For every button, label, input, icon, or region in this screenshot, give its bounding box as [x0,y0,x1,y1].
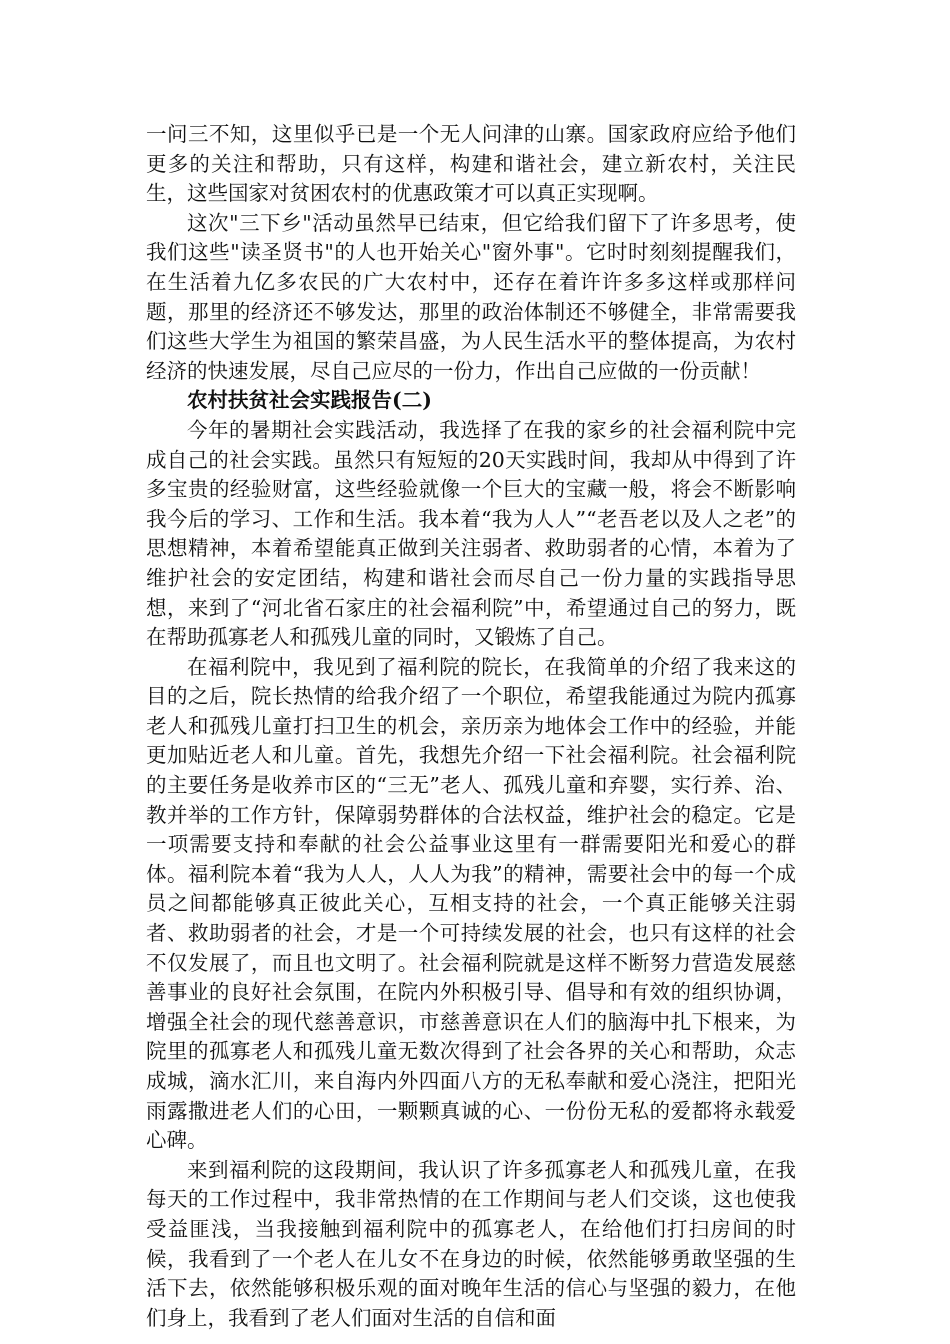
body-paragraph: 这次"三下乡"活动虽然早已结束，但它给我们留下了许多思考，使我们这些"读圣贤书"的人也开始关心"窗外事"。它时时刻刻提醒我们，在生活着九亿多农民的广大农村中，还存在着许许多多这样或那样问题，那里的经济还不够发达，那里的政治体制还不够健全，非常需要我们这些大学生为祖国的繁荣昌盛，为人民生活水平的整体提高，为农村经济的快速发展，尽自己应尽的一份力，作出自己应做的一份贡献！ [146,210,796,383]
body-paragraph: 今年的暑期社会实践活动，我选择了在我的家乡的社会福利院中完成自己的社会实践。虽然只有短短的20天实践时间，我却从中得到了许多宝贵的经验财富，这些经验就像一个巨大的宝藏一般，将会不断影响我今后的学习、工作和生活。我本着“我为人人”“老吾老以及人之老”的思想精神，本着希望能真正做到关注弱者、救助弱者的心情，本着为了维护社会的安定团结，构建和谐社会而尽自己一份力量的实践指导思想，来到了“河北省石家庄的社会福利院”中，希望通过自己的努力，既在帮助孤寡老人和孤残儿童的同时，又锻炼了自己。 [146,417,796,650]
document-page [146,120,796,1333]
body-paragraph: 在福利院中，我见到了福利院的院长，在我简单的介绍了我来这的目的之后，院长热情的给我介绍了一个职位，希望我能通过为院内孤寡老人和孤残儿童打扫卫生的机会，亲历亲为地体会工作中的经验，并能更加贴近老人和儿童。首先，我想先介绍一下社会福利院。社会福利院的主要任务是收养市区的“三无”老人、孤残儿童和弃婴，实行养、治、教并举的工作方针，保障弱势群体的合法权益，维护社会的稳定。它是一项需要支持和奉献的社会公益事业这里有一群需要阳光和爱心的群体。福利院本着“我为人人，人人为我”的精神，需要社会中的每一个成员之间都能够真正彼此关心，互相支持的社会，一个真正能够关注弱者、救助弱者的社会，才是一个可持续发展的社会，也只有这样的社会不仅发展了，而且也文明了。社会福利院就是这样不断努力营造发展慈善事业的良好社会氛围，在院内外积极引导、倡导和有效的组织协调，增强全社会的现代慈善意识，市慈善意识在人们的脑海中扎下根来，为院里的孤寡老人和孤残儿童无数次得到了社会各界的关心和帮助，众志成城，滴水汇川，来自海内外四面八方的无私奉献和爱心浇注，把阳光雨露撒进老人们的心田，一颗颗真诚的心、一份份无私的爱都将永载爱心碑。 [146,654,796,1153]
body-paragraph: 来到福利院的这段期间，我认识了许多孤寡老人和孤残儿童，在我每天的工作过程中，我非常热情的在工作期间与老人们交谈，这也使我受益匪浅，当我接触到福利院中的孤寡老人，在给他们打扫房间的时候，我看到了一个老人在儿女不在身边的时候，依然能够勇敢坚强的生活下去，依然能够积极乐观的面对晚年生活的信心与坚强的毅力，在他们身上，我看到了老人们面对生活的自信和面 [146,1157,796,1330]
body-paragraph: 一问三不知，这里似乎已是一个无人问津的山寨。国家政府应给予他们更多的关注和帮助，只有这样，构建和谐社会，建立新农村，关注民生，这些国家对贫困农村的优惠政策才可以真正实现啊。 [146,122,796,206]
section-heading: 农村扶贫社会实践报告(二) [187,388,432,413]
